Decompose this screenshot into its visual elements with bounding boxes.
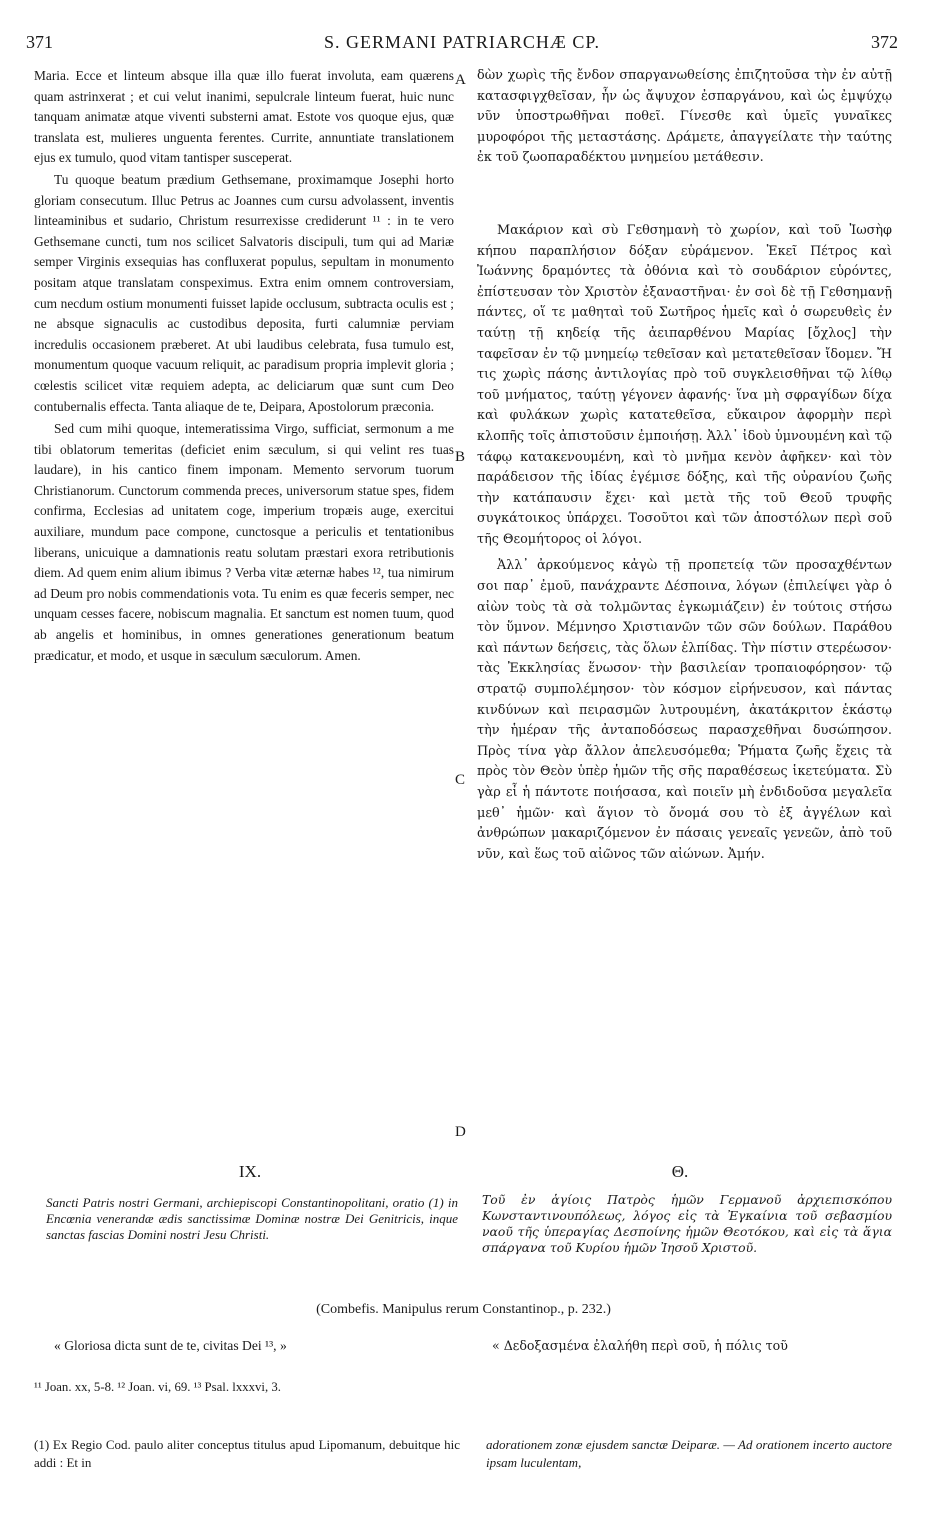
- greek-incipit: « Δεδοξασμένα ἐλαλήθη περὶ σοῦ, ἡ πόλις τοῦ: [492, 1338, 788, 1353]
- latin-incipit: « Gloriosa dicta sunt de te, civitas Dei ¹³, »: [54, 1338, 287, 1353]
- scripture-footnotes: ¹¹ Joan. xx, 5-8. ¹² Joan. vi, 69. ¹³ Psal. lxxxvi, 3.: [34, 1380, 281, 1394]
- source-citation: (Combefis. Manipulus rerum Constantinop., p. 232.): [316, 1302, 611, 1317]
- greek-paragraph-2: Μακάριον καὶ σὺ Γεθσημανὴ τὸ χωρίον, καὶ τοῦ Ἰωσὴφ κήπου παραπλήσιον δόξαν εὑράμενον. Ἐκεῖ Πέτρος καὶ Ἰωάννης δραμόντες τὰ ὀθόνια καὶ τὸ σουδάριον εὑρόντες, ἐπίστευσαν τὸν Χριστὸν ἐξαναστῆναι· ἐν σοὶ δὲ τῇ Γεθσημανῇ πάντες, οἵ τε μαθηταὶ τοῦ Σωτῆρος ἡμεῖς καὶ ὁ σωρευθεὶς ἐν ταύτῃ τῇ κηδείᾳ τῆς ἀειπαρθένου Μαρίας [ὄχλος] τὴν ταφεῖσαν ἐν τῷ μνημείῳ τεθεῖσαν καὶ μετατεθεῖσαν ἴδομεν. Ἤ τις χωρὶς πάσης ἀντιλογίας πρὸ τοῦ συγκλεισθῆναι τῷ λίθῳ τοῦ μνήματος, ταύτῃ γέγονεν ἀφανής· ἵνα μὴ σφραγίδων δίχα καὶ φυλάκων χωρὶς κατατεθεῖσα, εὔκαιρον ἀφορμὴν περὶ κλοπῆς τοῖς ἀπιστοῦσιν ἐμποιήσῃ. Ἀλλ᾽ ἰδοὺ ὑμνουμένη καὶ τῷ τάφῳ κατακενουμένη, καὶ τὸ μνῆμα κενὸν ἀφῆκεν· καὶ τὸν παράδεισον τῆς ἰδίας ἐγέμισε δόξης, καὶ τῆς οὐρανίου ζωῆς τὴν κατάπαυσιν ἔχει· καὶ μετὰ τῆς τοῦ Θεοῦ τρυφῆς συγκάτοικος ὑπάρχει. Τοσοῦτοι καὶ τῶν ἀποστόλων περὶ σοῦ τῆς Θεομήτορος οἱ λόγοι.: [477, 222, 892, 547]
- margin-marker-a: A: [455, 72, 466, 88]
- latin-paragraph-2: Tu quoque beatum prædium Gethsemane, proximamque Josephi horto gloriam consecutum. Illuc Petrus ac Joannes cum cursu advolassent, inventis linteaminibus et sudario, Christum resurrexisse crediderunt ¹¹ : in te vero Gethsemane cuncti, tum nos scilicet Salvatoris discipuli, tum qui ad Mariæ semper Virginis exsequias has confluxerat populus, sepultam in monumento positam atque translatam conspeximus. Extra enim omnem controversiam, cum necdum ostium monumenti fuisset lapide occlusum, subtracta oculis est ; ne absque signaculis ac custodibus deposita, furti calumniæ perviam incredulis occasionem præberet. At ubi laudibus celebrata, fusa tumulo est, monumentum quoque vacuum reliquit, ac paradisum propria implevit gloria ; cœlestis scilicet vitæ requiem adepta, ac deliciarum quæ sunt cum Deo contubernalis effecta. Tanta aliaque de te, Deipara, Apostolorum præconia.: [34, 171, 454, 414]
- latin-paragraph-3: Sed cum mihi quoque, intemeratissima Virgo, sufficiat, sermonum a me tibi oblatorum temeritas (deficiet enim sæculum, si qui velint res tuas laudare), in his cantico finem imponam. Memento servorum tuorum Christianorum. Cunctorum commenda preces, universorum statue spes, fidem confirma, Ecclesias ad unitatem coge, imperium tropæis auge, exercitui auxiliare, mundum pace compone, cunctosque a periculis et tentationibus liberans, unicuique a damnationis reatu solutam præstari exora retributionis diem. Ad quem enim alium ibimus ? Verba vitæ æternæ habes ¹², tua nimirum ad Deum pro nobis commendationis vota. Tu enim es quæ feceris semper, nec unquam cesses facere, nobiscum magnalia. Et sanctum est nomen tuum, quod ab angelis et hominibus, in omnes generationes generationum beatum prædicatur, et modo, et usque in sæculum sæculorum. Amen.: [34, 421, 454, 663]
- latin-column: [34, 66, 454, 666]
- page-number-right: 372: [871, 32, 898, 52]
- latin-oration-title: Sancti Patris nostri Germani, archiepiscopi Constantinopolitani, oratio (1) in Encœnia venerandæ ædis sanctissimæ Dominæ nostræ Dei Genitricis, inque sanctas fascias Domini nostri Jesu Christi.: [46, 1195, 458, 1242]
- latin-section-numeral: IX.: [238, 1162, 262, 1181]
- running-title: S. GERMANI PATRIARCHÆ CP.: [324, 32, 600, 52]
- latin-paragraph-1: Maria. Ecce et linteum absque illa quæ illo fuerat involuta, eam quærens quam astrinxerat ; et cui velut inanimi, sepulcrale linteum fuerat, huic nunc tanquam animatæ atque viventi substerni amat. Estote vos quoque ejus, quæ translata est, mulieres unguenta ferentes. Currite, annuntiate translationem ejus ex tumulo, quod vitam tantisper susceperat.: [34, 68, 454, 166]
- margin-marker-c: C: [455, 772, 466, 788]
- page-number-left: 371: [26, 32, 53, 52]
- greek-paragraph-3: Ἀλλ᾽ ἀρκούμενος κἀγὼ τῇ προπετείᾳ τῶν προσαχθέντων σοι παρ᾽ ἐμοῦ, πανάχραντε Δέσποινα, λόγων (ἐπιλείψει γὰρ ὁ αἰὼν τοὺς τὰ σὰ τολμῶντας ἐγκωμιάζειν) ἐν τούτοις στήσω τὸν ὕμνον. Μέμνησο Χριστιανῶν τῶν σῶν δούλων. Παράθου καὶ πάντων δεήσεις, τὰς ὅλων ἐλπίδας. Τὴν πίστιν στερέωσον· τὰς Ἐκκλησίας ἕνωσον· τὴν βασιλείαν τροπαιοφόρησον· τῷ στρατῷ συμπολέμησον· τὸν κόσμον εἰρήνευσον, καὶ πάντας κινδύνων καὶ πειρασμῶν λυτρουμένη, ἀκατάκριτον ἑκάστῳ τὴν ἡμέραν τῆς ἀνταποδόσεως παρασχεθῆναι δυσώπησον. Πρὸς τίνα γὰρ ἄλλον ἀπελευσόμεθα; Ῥήματα ζωῆς ἔχεις τὰ πρὸς τὸν Θεὸν ὑπὲρ ἡμῶν τῆς σῆς παραθέσεως ἱκετεύματα. Σὺ γὰρ εἶ ἡ πάντοτε ποιήσασα, καὶ ποιεῖν μὴ ἐνδιδοῦσα μεγαλεῖα μεθ᾽ ἡμῶν· καὶ ἅγιον τὸ ὄνομά σου τὸ ἐξ ἀγγέλων καὶ ἀνθρώπων μακαριζόμενον ἐν πάσαις γενεαῖς γενεῶν, ἀπὸ τοῦ νῦν, καὶ ἕως τοῦ αἰῶνος τῶν αἰώνων. Ἀμήν.: [477, 558, 892, 862]
- margin-marker-b: B: [455, 449, 466, 465]
- greek-section-numeral: Θ.: [671, 1162, 689, 1181]
- running-header: [26, 32, 898, 62]
- greek-column: [477, 66, 892, 865]
- greek-oration-title: Τοῦ ἐν ἁγίοις Πατρὸς ἡμῶν Γερμανοῦ ἀρχιεπισκόπου Κωνσταντινουπόλεως, λόγος εἰς τὰ Ἐγκαίνια τοῦ σεβασμίου ναοῦ τῆς ὑπεραγίας Δεσποίνης ἡμῶν Θεοτόκου, καὶ εἰς τὰ ἅγια σπάργανα τοῦ Κυρίου ἡμῶν Ἰησοῦ Χριστοῦ.: [482, 1192, 892, 1255]
- footnote-left: (1) Ex Regio Cod. paulo aliter conceptus titulus apud Lipomanum, debuitque hic addi : Et in: [34, 1437, 460, 1470]
- footnote-right: adorationem zonæ ejusdem sanctæ Deiparæ. — Ad orationem incerto auctore ipsam luculentam,: [486, 1437, 892, 1470]
- greek-paragraph-1: δὼν χωρὶς τῆς ἔνδον σπαργανωθείσης ἐπιζητοῦσα τὴν ἐν αὐτῇ κατασφιγχθεῖσαν, ἧν ὡς ἄψυχον ἐσπαργάνου, καὶ ὡς ἐμψύχῳ νῦν ὑποστρωθῆναι ποθεῖ. Γίνεσθε καὶ ὑμεῖς γυναῖκες μυροφόροι τῆς μεταστάσης. Δράμετε, ἀπαγγείλατε τὴν ταύτης ἐκ τοῦ ζωοπαραδέκτου μνημείου μετάθεσιν.: [477, 68, 892, 166]
- margin-marker-d: D: [455, 1124, 466, 1140]
